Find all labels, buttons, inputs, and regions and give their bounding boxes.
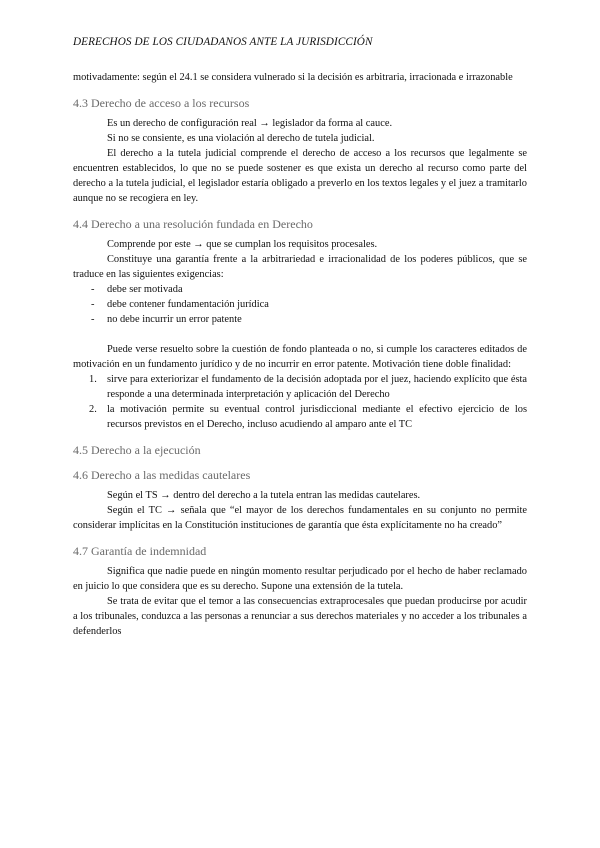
paragraph: Según el TS → dentro del derecho a la tutela entran las medidas cautelares. xyxy=(107,490,421,501)
paragraph: Constituye una garantía frente a la arbitrariedad e irracionalidad de los poderes públicos, que se traduce en las siguientes exigencias: xyxy=(73,254,527,280)
dash-bullet: - xyxy=(91,284,95,295)
list-item xyxy=(73,312,527,327)
list-item-text: debe ser motivada xyxy=(107,284,183,295)
paragraph: El derecho a la tutela judicial comprende el derecho de acceso a los recursos que legalmente se encuentren establecidos, lo que no se puede sostener es que exista un derecho al recurso como parte del derecho a la tutela judicial, el legislador estaría obligado a preverlo en los textos legales y el juez a tramitarlo aunque no se recogiera en ley. xyxy=(73,148,527,204)
numbered-item-text: sirve para exteriorizar el fundamento de la decisión adoptada por el juez, haciendo explícito que ésta responde a una determinada interpretación y aplicación del Derecho xyxy=(107,374,527,400)
page-header: DERECHOS DE LOS CIUDADANOS ANTE LA JURISDICCIÓN xyxy=(73,36,373,48)
dash-bullet: - xyxy=(91,299,95,310)
paragraph: Según el TC → señala que “el mayor de los derechos fundamentales en su conjunto no permite considerar implícitas en la Constitución instituciones de garantía que ésta explícitamente no ha creado” xyxy=(73,505,527,531)
item-number: 2. xyxy=(89,404,97,415)
section-heading-4-3: 4.3 Derecho de acceso a los recursos xyxy=(73,96,250,110)
list-item xyxy=(73,297,527,312)
section-heading-4-5: 4.5 Derecho a la ejecución xyxy=(73,443,201,457)
paragraph: Es un derecho de configuración real → legislador da forma al cauce. xyxy=(107,118,393,129)
list-item xyxy=(73,282,527,297)
paragraph: Si no se consiente, es una violación al derecho de tutela judicial. xyxy=(107,133,375,144)
paragraph: Comprende por este → que se cumplan los requisitos procesales. xyxy=(107,239,378,250)
list-item-text: debe contener fundamentación jurídica xyxy=(107,299,269,310)
dash-bullet: - xyxy=(91,314,95,325)
paragraph: Se trata de evitar que el temor a las consecuencias extraprocesales que puedan producirse por acudir a los tribunales, conduzca a las personas a renunciar a sus derechos materiales y no acceder a los tribunales a defenderlos xyxy=(73,596,527,637)
list-item-text: no debe incurrir un error patente xyxy=(107,314,242,325)
item-number: 1. xyxy=(89,374,97,385)
requirements-list xyxy=(73,282,527,327)
page-content xyxy=(73,70,527,639)
spacer xyxy=(73,327,527,342)
purposes-list xyxy=(73,372,527,432)
paragraph: Puede verse resuelto sobre la cuestión de fondo planteada o no, si cumple los caracteres editados de motivación en un fundamento jurídico y de no incurrir en error patente. Motivación tiene doble finalidad: xyxy=(73,344,527,370)
section-heading-4-6: 4.6 Derecho a las medidas cautelares xyxy=(73,468,251,482)
intro-paragraph: motivadamente: según el 24.1 se considera vulnerado si la decisión es arbitraria, irracionada e irrazonable xyxy=(73,72,513,83)
paragraph: Significa que nadie puede en ningún momento resultar perjudicado por el hecho de haber reclamado en juicio lo que considera que es su derecho. Supone una extensión de la tutela. xyxy=(73,566,527,592)
numbered-item xyxy=(73,402,527,432)
numbered-item-text: la motivación permite su eventual control jurisdiccional mediante el efectivo ejercicio de los recursos previstos en el Derecho, incluso acudiendo al amparo ante el TC xyxy=(107,404,527,430)
section-heading-4-4: 4.4 Derecho a una resolución fundada en Derecho xyxy=(73,217,313,231)
numbered-item xyxy=(73,372,527,402)
section-heading-4-7: 4.7 Garantía de indemnidad xyxy=(73,544,207,558)
